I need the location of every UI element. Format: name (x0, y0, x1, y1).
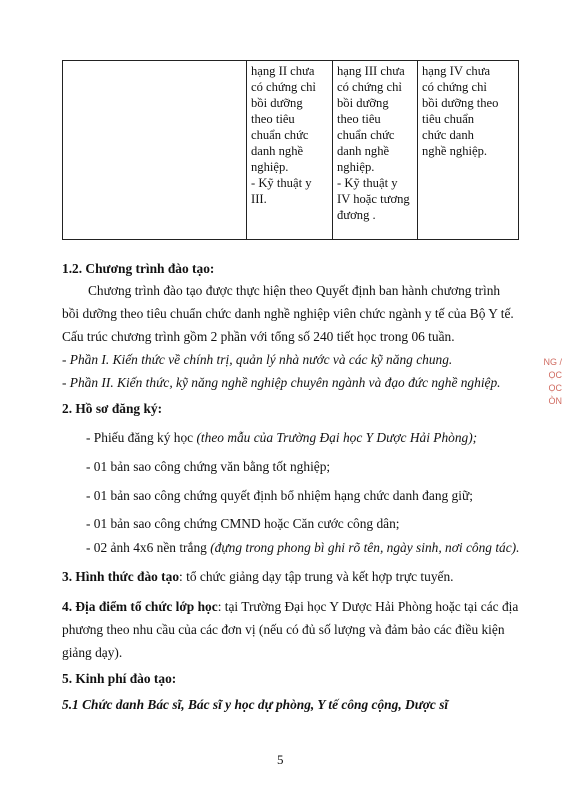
table-col-4 (417, 61, 520, 239)
section-1-2-line-1: Chương trình đào tạo được thực hiện theo Quyết định ban hành chương trình (88, 283, 501, 298)
section-1-2-line-3: Cấu trúc chương trình gồm 2 phần với tổng số 240 tiết học trong 06 tuần. (62, 329, 455, 344)
registration-item-5-note: (đựng trong phong bì ghi rõ tên, ngày sinh, nơi công tác). (210, 540, 520, 555)
cell-line: bồi dưỡng theo (422, 96, 499, 110)
cell-line: hạng II chưa (251, 64, 315, 78)
section-1-2-heading: 1.2. Chương trình đào tạo: (62, 261, 215, 276)
section-2-heading: 2. Hồ sơ đăng ký: (62, 401, 163, 416)
cell-line: danh nghề (251, 144, 304, 158)
program-part-2: - Phần II. Kiến thức, kỹ năng nghề nghiệp chuyên ngành và đạo đức nghề nghiệp. (62, 375, 501, 390)
cell-line: nghề nghiệp. (422, 144, 488, 158)
section-3-text: : tổ chức giảng dạy tập trung và kết hợp trực tuyến. (179, 569, 454, 584)
cell-line: có chứng chỉ (251, 80, 316, 94)
registration-item-5 (86, 540, 520, 556)
table-col-3 (332, 61, 417, 239)
cell-line: đương . (337, 208, 376, 222)
registration-item-4: - 01 bản sao công chứng CMND hoặc Căn cước công dân; (86, 516, 400, 531)
cell-line: nghiệp. (337, 160, 375, 174)
cell-line: - Kỹ thuật y (337, 176, 398, 190)
section-4-label: 4. Địa điểm tổ chức lớp học (62, 599, 218, 614)
cell-line: theo tiêu (337, 112, 381, 126)
cell-line: nghiệp. (251, 160, 289, 174)
cell-line: IV hoặc tương (337, 192, 410, 206)
section-5-heading: 5. Kinh phí đào tạo: (62, 671, 177, 686)
cell-line: chuẩn chức (251, 128, 309, 142)
registration-item-1 (86, 430, 477, 446)
program-part-1: - Phần I. Kiến thức về chính trị, quản lý nhà nước và các kỹ năng chung. (62, 352, 453, 367)
cell-line: tiêu chuẩn (422, 112, 475, 126)
cell-line: - Kỹ thuật y (251, 176, 312, 190)
seal-stamp-fragment (532, 356, 562, 468)
cell-line: hạng IV chưa (422, 64, 491, 78)
cell-line: theo tiêu (251, 112, 295, 126)
cell-line: có chứng chỉ (337, 80, 402, 94)
cell-line: bồi dưỡng (251, 96, 303, 110)
section-4-line-3: giảng dạy). (62, 645, 123, 660)
section-3 (62, 569, 454, 585)
registration-item-1-note: (theo mẫu của Trường Đại học Y Dược Hải Phòng); (196, 430, 478, 445)
stamp-line: ỌC (548, 383, 562, 393)
section-5-1-subheading: 5.1 Chức danh Bác sĩ, Bác sĩ y học dự phòng, Y tế công cộng, Dược sĩ (62, 697, 449, 712)
cell-line: danh nghề (337, 144, 390, 158)
program-table-fragment (62, 60, 519, 240)
registration-item-1-text: - Phiếu đăng ký học (86, 430, 197, 445)
section-4-line-2: phương theo nhu cầu của các đơn vị (nếu có đủ số lượng và đảm bảo các điều kiện (62, 622, 505, 637)
cell-line: chức danh (422, 128, 474, 142)
cell-line: có chứng chỉ (422, 80, 487, 94)
cell-line: chuẩn chức (337, 128, 395, 142)
cell-line: hạng III chưa (337, 64, 405, 78)
registration-item-3: - 01 bản sao công chứng quyết định bổ nhiệm hạng chức danh đang giữ; (86, 488, 473, 503)
section-4-text: : tại Trường Đại học Y Dược Hải Phòng hoặc tại các địa (217, 599, 519, 614)
stamp-line: NG / (543, 357, 562, 367)
cell-line: bồi dưỡng (337, 96, 389, 110)
table-col-2 (246, 61, 332, 239)
table-col-1 (63, 61, 246, 239)
page-number: 5 (277, 752, 284, 767)
cell-line: III. (251, 192, 267, 206)
section-4-line-1 (62, 599, 518, 615)
registration-item-5-text: - 02 ảnh 4x6 nền trắng (86, 540, 211, 555)
stamp-line: ÒN (548, 396, 562, 406)
section-3-label: 3. Hình thức đào tạo (62, 569, 180, 584)
stamp-line: ỌC (548, 370, 562, 380)
section-1-2-line-2: bồi dưỡng theo tiêu chuẩn chức danh nghề nghiệp viên chức ngành y tế của Bộ Y tế. (62, 306, 514, 321)
registration-item-2: - 01 bản sao công chứng văn bằng tốt nghiệp; (86, 459, 331, 474)
